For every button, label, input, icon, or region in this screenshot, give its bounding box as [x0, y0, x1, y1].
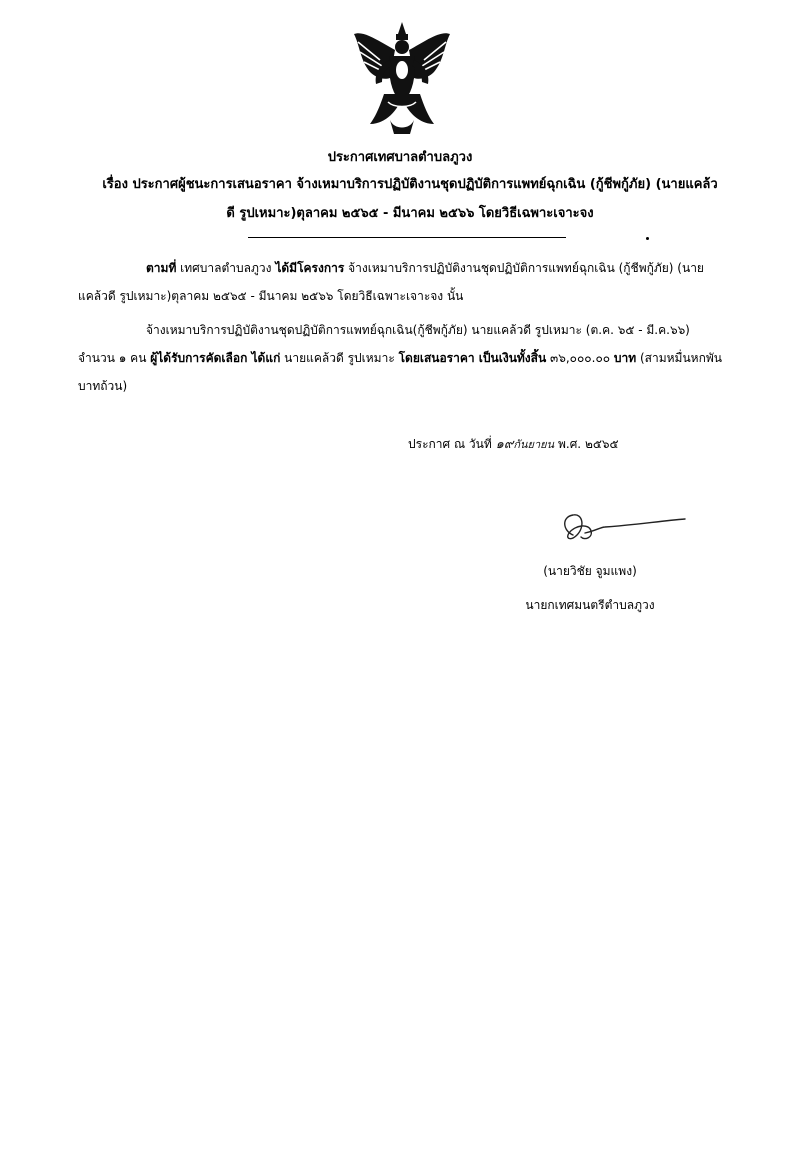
- p1-lead: ตามที่: [146, 261, 177, 275]
- document-subject: [70, 170, 750, 228]
- p2-description: จ้างเหมาบริการปฏิบัติงานชุดปฏิบัติการแพทย์ฉุกเฉิน(กู้ชีพกู้ภัย) นายแคล้วดี รูปเหมาะ (ต.ค. ๖๕ - มี.ค.๖๖) จำนวน ๑ คน: [78, 323, 690, 365]
- p1-project-label: ได้มีโครงการ: [275, 261, 345, 275]
- p1-organization: เทศบาลตำบลภูวง: [176, 261, 276, 275]
- date-prefix: ประกาศ ณ วันที่: [408, 437, 492, 451]
- announcement-date: [408, 433, 619, 454]
- p2-winner: นายแคล้วดี รูปเหมาะ: [280, 351, 399, 365]
- body-paragraph-2: [78, 316, 728, 400]
- body-paragraph-1: [78, 254, 728, 310]
- p2-price-label: โดยเสนอราคา เป็นเงินทั้งสิ้น: [398, 351, 547, 365]
- p2-amount: ๓๖,๐๐๐.๐๐: [546, 351, 614, 365]
- handwritten-signature: [555, 505, 690, 555]
- date-day: ๑๙: [495, 437, 514, 452]
- date-year: พ.ศ. ๒๕๖๕: [557, 437, 619, 451]
- p2-amount-words: (สามหมื่นหกพันบาทถ้วน): [78, 351, 722, 393]
- subject-line-1: เรื่อง ประกาศผู้ชนะการเสนอราคา จ้างเหมาบริการปฏิบัติงานชุดปฏิบัติการแพทย์ฉุกเฉิน (กู้ชีพกู้ภัย) (นายแคล้ว: [102, 177, 718, 192]
- p2-currency: บาท: [613, 351, 637, 365]
- date-month: กันยายน: [513, 438, 555, 451]
- p1-project-text: จ้างเหมาบริการปฏิบัติงานชุดปฏิบัติการแพทย์ฉุกเฉิน (กู้ชีพกู้ภัย) (นายแคล้วดี รูปเหมาะ)ตุลาคม ๒๕๖๕ - มีนาคม ๒๕๖๖ โดยวิธีเฉพาะเจาะจง นั้น: [78, 261, 704, 303]
- signer-title: นายกเทศมนตรีตำบลภูวง: [525, 598, 655, 612]
- stray-mark: [646, 237, 649, 240]
- document-title: ประกาศเทศบาลตำบลภูวง: [327, 150, 473, 165]
- subject-line-2: ดี รูปเหมาะ)ตุลาคม ๒๕๖๕ - มีนาคม ๒๕๖๖ โดยวิธีเฉพาะเจาะจง: [226, 206, 594, 221]
- p2-selected-label: ผู้ได้รับการคัดเลือก ได้แก่: [150, 351, 281, 365]
- garuda-emblem-icon: [350, 20, 454, 136]
- title-divider: [248, 237, 566, 238]
- signer-name: (นายวิชัย จูมแพง): [543, 564, 637, 578]
